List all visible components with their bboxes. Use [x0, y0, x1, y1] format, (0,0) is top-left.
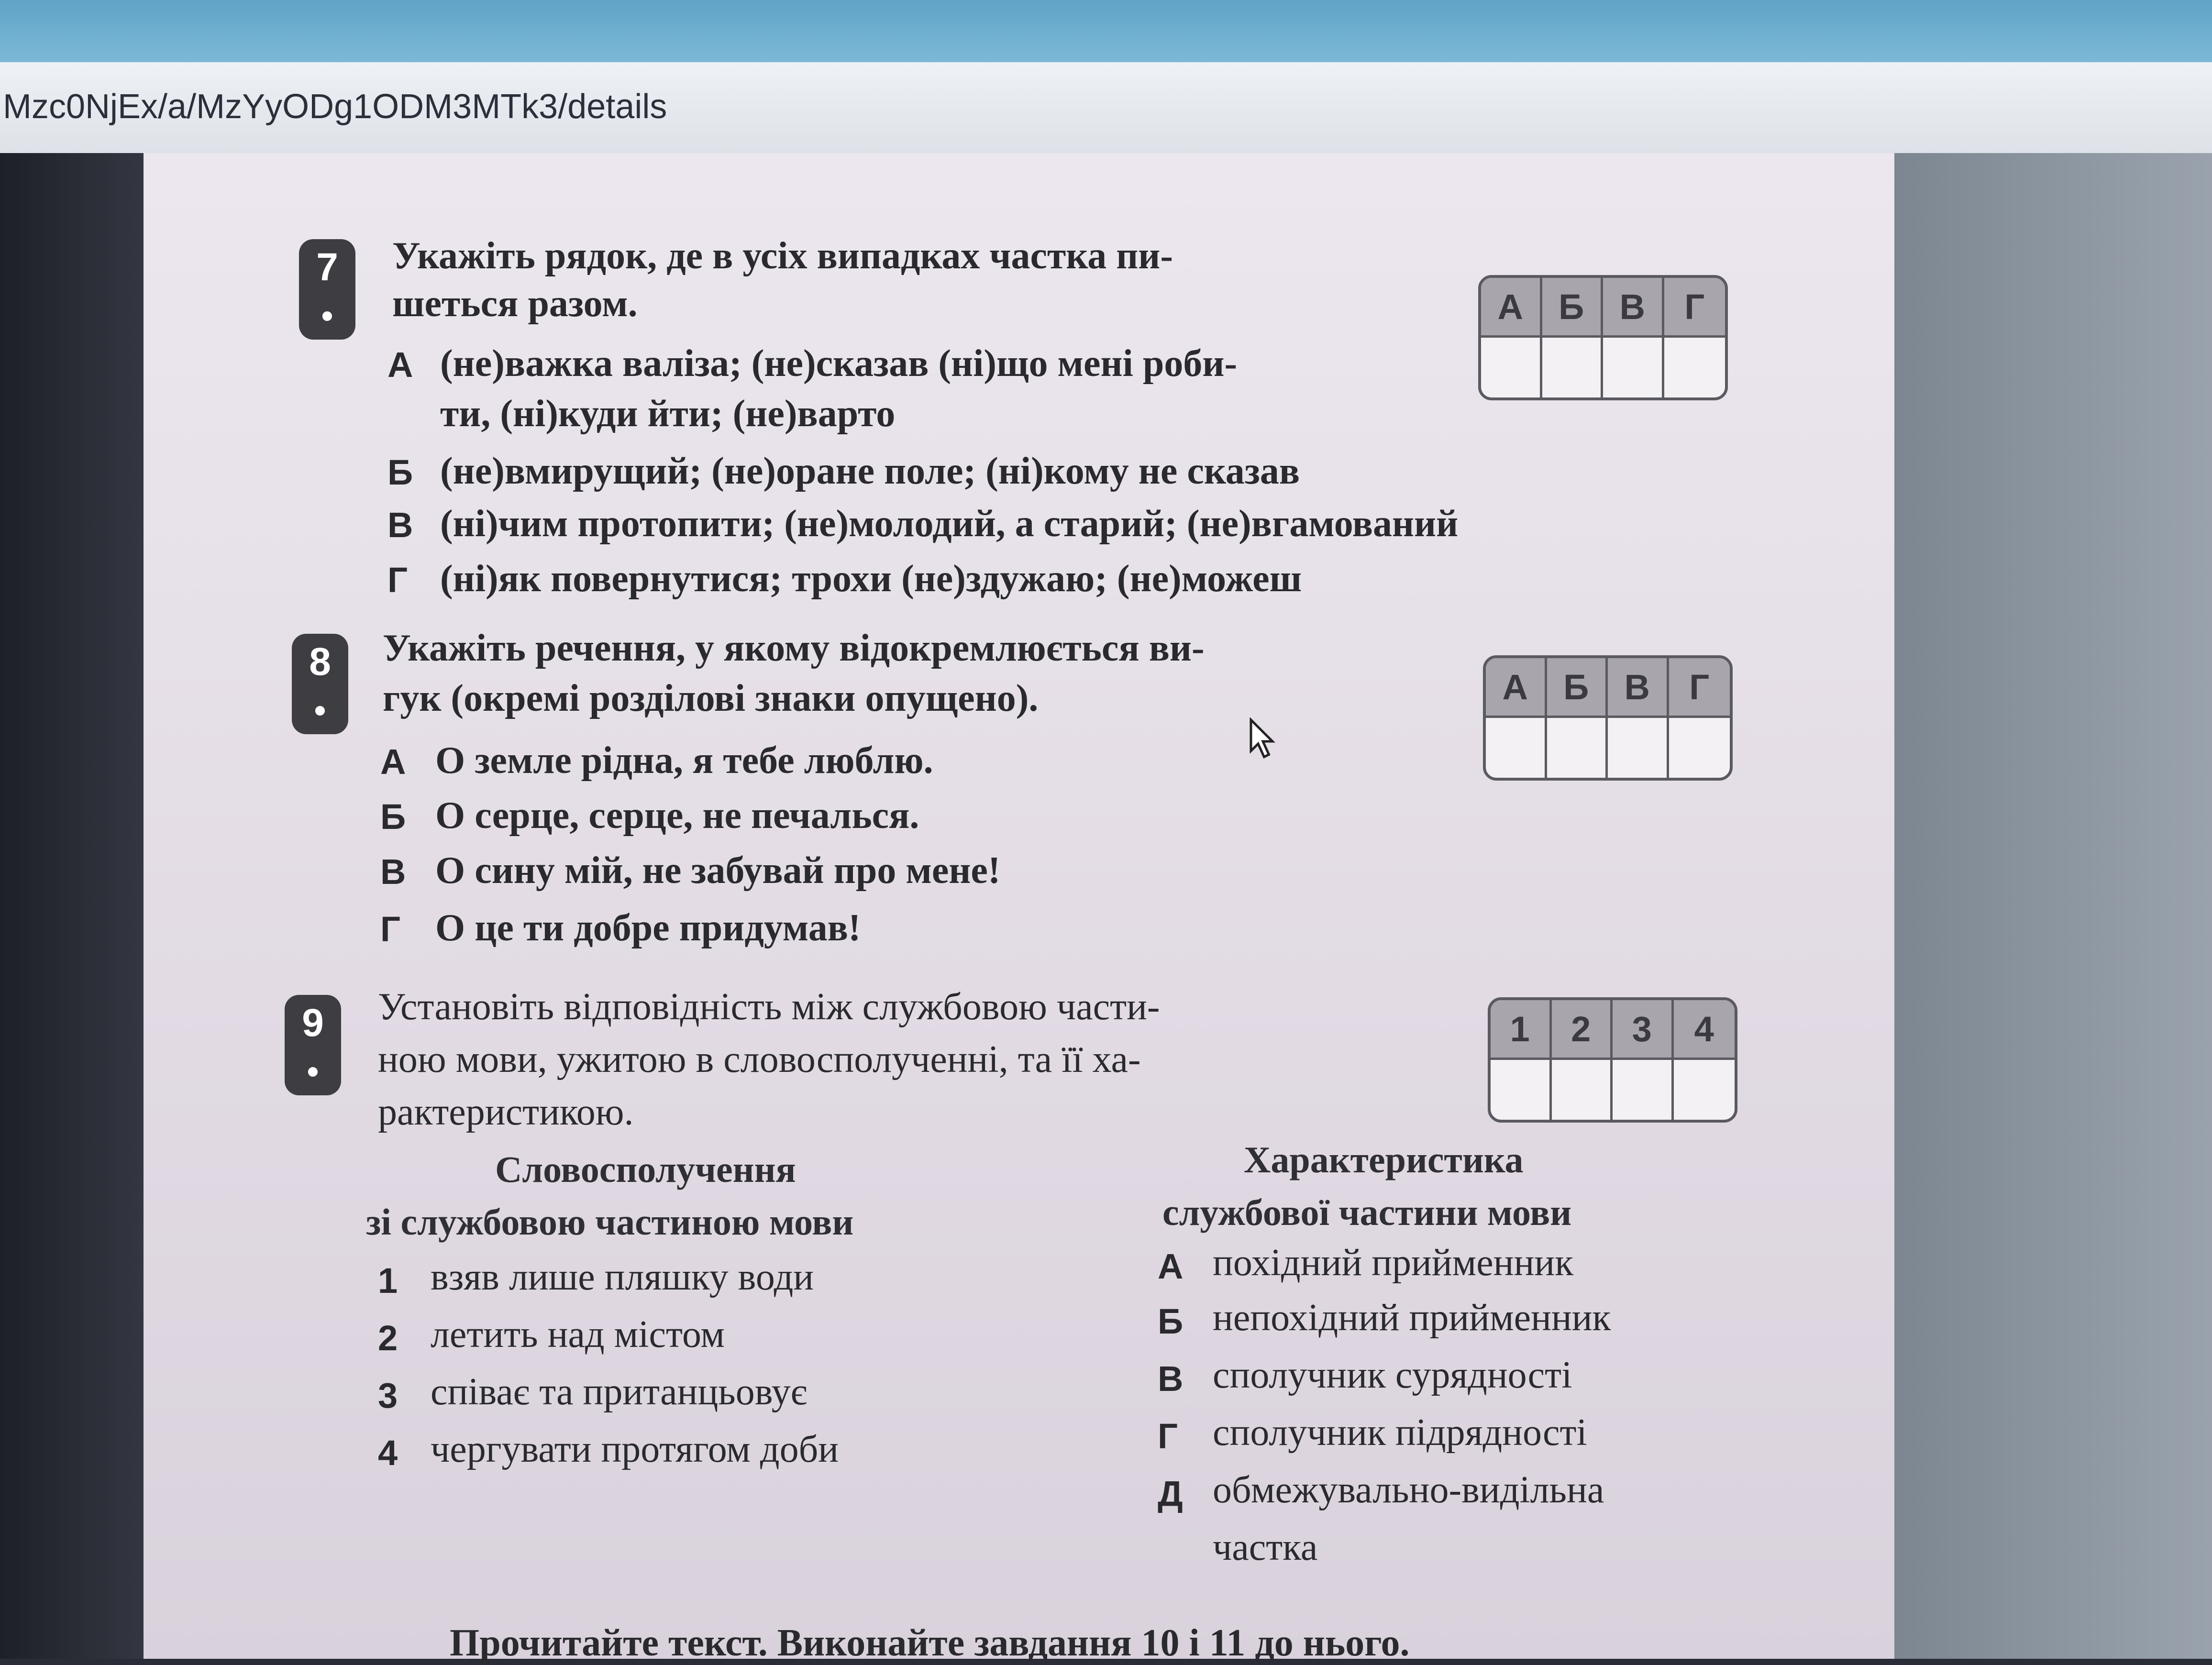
q7-option-letter: Б: [387, 452, 413, 492]
answer-header: 1: [1491, 1000, 1552, 1060]
q8-prompt-line2: гук (окремі розділові знаки опущено).: [383, 677, 1039, 719]
answer-cell[interactable]: [1613, 1060, 1674, 1120]
q7-prompt-line1: Укажіть рядок, де в усіх випадках частка пи-: [392, 235, 1173, 277]
right-column-header-line2: службової частини мови: [1162, 1191, 1572, 1233]
q9-prompt-line2: ною мови, ужитою в словосполученні, та її ха-: [378, 1038, 1141, 1081]
match-letter: В: [1158, 1359, 1183, 1399]
match-item-2: летить над містом: [431, 1313, 725, 1356]
match-number: 4: [378, 1433, 398, 1473]
answer-cell[interactable]: [1491, 1060, 1552, 1120]
difficulty-dot: •: [314, 692, 326, 729]
answer-header: А: [1481, 278, 1542, 338]
answer-cell[interactable]: [1603, 338, 1664, 397]
match-char-v: сполучник сурядності: [1213, 1354, 1572, 1396]
answer-cell[interactable]: [1608, 718, 1669, 778]
answer-cell[interactable]: [1552, 1060, 1613, 1120]
match-item-4: чергувати протягом доби: [431, 1428, 839, 1470]
q8-option-letter: А: [380, 742, 406, 782]
q8-option-letter: Г: [380, 909, 400, 949]
match-letter: Г: [1158, 1416, 1178, 1456]
match-number: 3: [378, 1376, 398, 1415]
answer-header: 4: [1674, 1000, 1735, 1060]
q7-answer-grid: [1478, 275, 1728, 400]
q9-prompt-line3: рактеристикою.: [378, 1091, 634, 1133]
q8-prompt-line1: Укажіть речення, у якому відокремлюється ви-: [383, 627, 1205, 669]
q8-option-letter: В: [380, 852, 406, 892]
q7-option-a: (не)важка валіза; (не)сказав (ні)що мені роби-: [440, 342, 1238, 385]
answer-header: Б: [1542, 278, 1604, 338]
question-7-badge: [299, 239, 355, 340]
answer-header: 3: [1613, 1000, 1674, 1060]
answer-cell[interactable]: [1481, 338, 1542, 397]
left-column-header-line2: зі службовою частиною мови: [366, 1201, 854, 1243]
match-number: 1: [378, 1261, 398, 1301]
answer-header: В: [1608, 658, 1669, 718]
match-char-d: обмежувально-видільна: [1213, 1469, 1604, 1511]
answer-cell[interactable]: [1674, 1060, 1735, 1120]
q7-prompt-line2: шеться разом.: [392, 283, 638, 325]
q9-answer-grid: [1488, 997, 1737, 1123]
footer-instruction: Прочитайте текст. Виконайте завдання 10 і 11 до нього.: [450, 1622, 1410, 1664]
mouse-cursor-icon: [1249, 717, 1282, 761]
answer-cell[interactable]: [1486, 718, 1547, 778]
q7-option-letter: В: [387, 505, 413, 545]
q9-prompt-line1: Установіть відповідність між службовою части-: [378, 986, 1160, 1028]
answer-header: Б: [1547, 658, 1608, 718]
answer-cell[interactable]: [1669, 718, 1730, 778]
worksheet-page: [144, 153, 1894, 1664]
question-number: 8: [309, 640, 331, 684]
answer-cell[interactable]: [1547, 718, 1608, 778]
match-number: 2: [378, 1318, 398, 1358]
match-char-h: сполучник підрядності: [1213, 1411, 1587, 1454]
match-item-1: взяв лише пляшку води: [431, 1256, 814, 1298]
answer-header: Г: [1669, 658, 1730, 718]
q8-option-a: О земле рідна, я тебе люблю.: [435, 739, 933, 782]
question-number: 7: [316, 245, 338, 289]
url-text[interactable]: Mzc0NjEx/a/MzYyODg1ODM3MTk3/details: [3, 88, 667, 126]
answer-header: В: [1603, 278, 1664, 338]
match-letter: Б: [1158, 1301, 1183, 1341]
q8-option-v: О сину мій, не забувай про мене!: [435, 849, 1001, 892]
difficulty-dot: •: [307, 1053, 319, 1090]
match-char-d-cont: частка: [1213, 1526, 1318, 1568]
q8-option-letter: Б: [380, 797, 406, 837]
answer-header: Г: [1664, 278, 1725, 338]
q7-option-v: (ні)чим протопити; (не)молодий, а старий; (не)вгамований: [440, 503, 1459, 545]
answer-header: 2: [1552, 1000, 1613, 1060]
address-bar[interactable]: [0, 62, 2212, 156]
q8-option-h: О це ти добре придумав!: [435, 907, 861, 949]
answer-header: А: [1486, 658, 1547, 718]
difficulty-dot: •: [321, 297, 333, 334]
q7-option-b: (не)вмирущий; (не)оране поле; (ні)кому не сказав: [440, 450, 1300, 492]
question-number: 9: [302, 1001, 324, 1045]
q8-option-b: О серце, серце, не печалься.: [435, 794, 919, 837]
match-letter: Д: [1158, 1474, 1183, 1513]
question-8-badge: [292, 634, 348, 734]
answer-cell[interactable]: [1542, 338, 1604, 397]
browser-title-bar: [0, 0, 2212, 62]
match-letter: А: [1158, 1246, 1183, 1286]
right-column-header: Характеристика: [1244, 1139, 1524, 1180]
match-char-a: похідний прийменник: [1213, 1242, 1574, 1284]
q7-option-letter: А: [387, 345, 413, 385]
question-9-badge: [285, 995, 341, 1095]
q7-option-h: (ні)як повернутися; трохи (не)здужаю; (не)можеш: [440, 558, 1302, 600]
match-char-b: непохідний прийменник: [1213, 1297, 1611, 1339]
background-right: [1890, 153, 2212, 1659]
q7-option-letter: Г: [387, 560, 408, 600]
q8-answer-grid: [1483, 655, 1733, 781]
left-column-header: Словосполучення: [495, 1148, 796, 1190]
answer-cell[interactable]: [1664, 338, 1725, 397]
match-item-3: співає та пританцьовує: [431, 1371, 807, 1413]
q7-option-a-cont: ти, (ні)куди йти; (не)варто: [440, 393, 896, 435]
